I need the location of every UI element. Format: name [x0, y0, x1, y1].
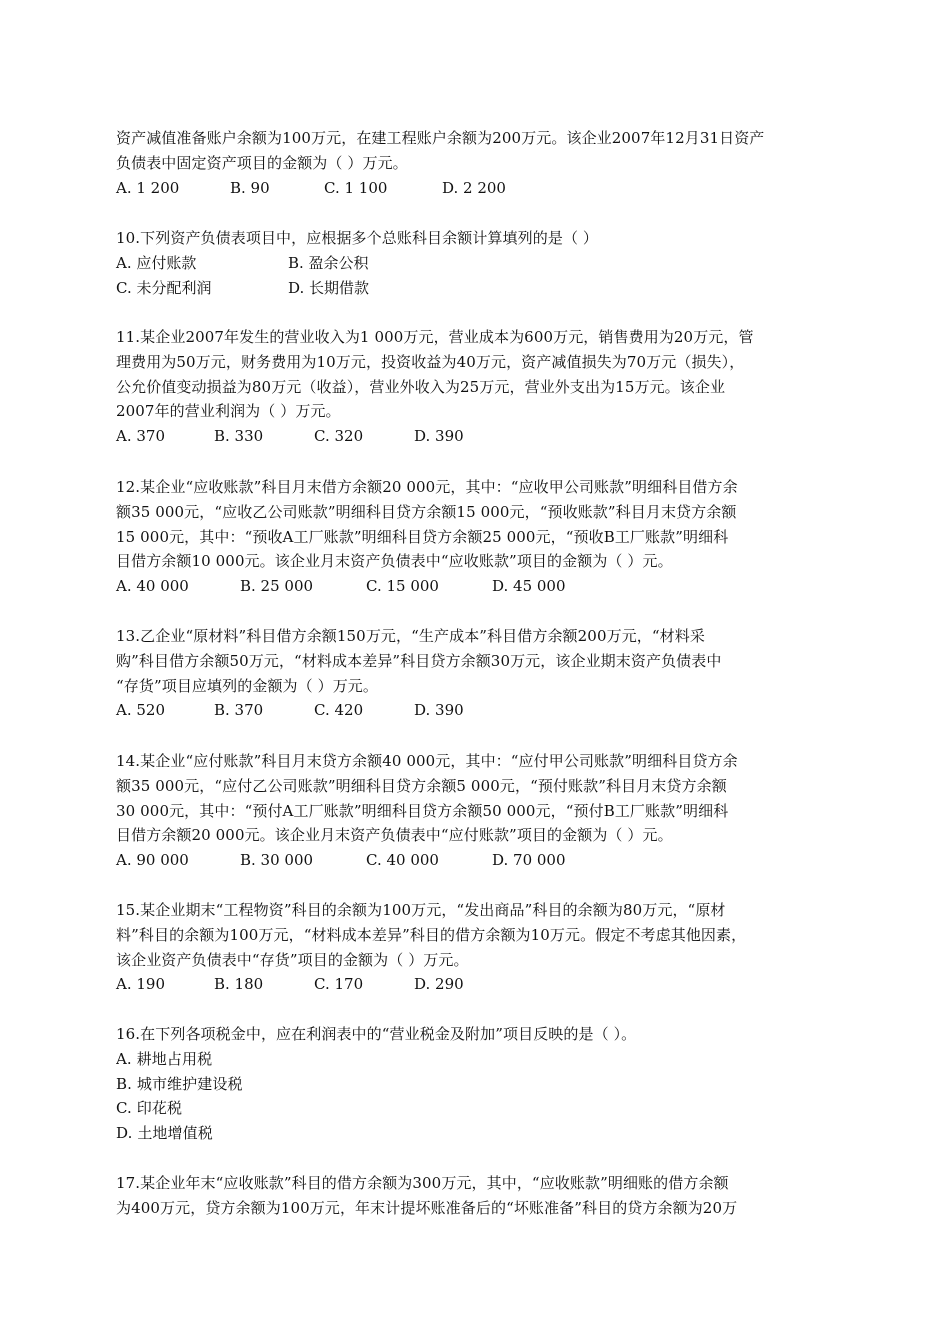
question-text-line: 额35 000元，“应付乙公司账款”明细科目贷方余额5 000元，“预付账款”科目月末贷方余额	[116, 776, 727, 795]
question-text-line: 30 000元，其中：“预付A工厂账款”明细科目贷方余额50 000元，“预付B工厂账款”明细科	[116, 801, 729, 820]
question-text-line: 16.在下列各项税金中，应在利润表中的“营业税金及附加”项目反映的是（ ）。	[116, 1025, 637, 1043]
option-d: D. 70 000	[492, 851, 566, 870]
options-row	[116, 176, 846, 201]
option-a: A. 190	[116, 975, 165, 994]
options-row	[116, 251, 846, 276]
question-text-line: 理费用为50万元，财务费用为10万元，投资收益为40万元，资产减值损失为70万元（损失），	[116, 352, 745, 371]
question-text-line: 资产减值准备账户余额为100万元，在建工程账户余额为200万元。该企业2007年12月31日资产	[116, 129, 765, 147]
question-15	[116, 898, 846, 997]
question-text-line: “存货”项目应填列的金额为（ ）万元。	[116, 676, 379, 695]
question-text-line: 14.某企业“应付账款”科目月末贷方余额40 000元，其中：“应付甲公司账款”明细科目贷方余	[116, 752, 738, 770]
question-text-line: 15 000元，其中：“预收A工厂账款”明细科目贷方余额25 000元，“预收B工厂账款”明细科	[116, 527, 729, 546]
option-c: C. 40 000	[366, 851, 439, 870]
question-10	[116, 226, 846, 300]
option-c: C. 未分配利润	[116, 278, 212, 297]
question-text-line: 12.某企业“应收账款”科目月末借方余额20 000元，其中：“应收甲公司账款”明细科目借方余	[116, 478, 738, 496]
option-a: A. 90 000	[116, 851, 189, 870]
options-row	[116, 424, 846, 449]
option-d: D. 290	[414, 975, 464, 994]
option-d: D. 390	[414, 427, 464, 446]
options-row	[116, 698, 846, 723]
question-13	[116, 624, 846, 723]
question-text-line: 10.下列资产负债表项目中，应根据多个总账科目余额计算填列的是（ ）	[116, 229, 599, 247]
question-text-line: 目借方余额10 000元。该企业月末资产负债表中“应收账款”项目的金额为（ ）元。	[116, 552, 673, 571]
option-a: A. 应付账款	[116, 253, 197, 272]
question-text-line: 额35 000元，“应收乙公司账款”明细科目贷方余额15 000元，“预收账款”科目月末贷方余额	[116, 502, 737, 521]
option-b: B. 330	[214, 427, 264, 446]
question-text-line: 15.某企业期末“工程物资”科目的余额为100万元，“发出商品”科目的余额为80万元，“原材	[116, 901, 726, 919]
option-d: D. 45 000	[492, 577, 566, 596]
options-row	[116, 848, 846, 873]
options-row	[116, 972, 846, 997]
question-12	[116, 475, 846, 599]
option-b: B. 370	[214, 701, 264, 720]
option-b: B. 90	[230, 178, 270, 197]
option-b: B. 30 000	[240, 851, 314, 870]
question-14	[116, 749, 846, 873]
option-c: C. 320	[314, 427, 364, 446]
option-a: A. 370	[116, 427, 165, 446]
option-a: A. 1 200	[116, 178, 180, 197]
option-d: D. 土地增值税	[116, 1124, 213, 1143]
option-c: C. 1 100	[324, 178, 388, 197]
option-b: B. 城市维护建设税	[116, 1074, 243, 1093]
option-c: C. 420	[314, 701, 364, 720]
option-a: A. 40 000	[116, 577, 189, 596]
question-text-line: 11.某企业2007年发生的营业收入为1 000万元，营业成本为600万元，销售费用为20万元，管	[116, 328, 754, 346]
question-text-line: 目借方余额20 000元。该企业月末资产负债表中“应付账款”项目的金额为（ ）元。	[116, 826, 673, 845]
option-b: B. 25 000	[240, 577, 314, 596]
question-9	[116, 126, 846, 200]
question-text-line: 17.某企业年末“应收账款”科目的借方余额为300万元，其中，“应收账款”明细账的借方余额	[116, 1174, 729, 1192]
option-c: C. 170	[314, 975, 364, 994]
question-text-line: 2007年的营业利润为（ ）万元。	[116, 402, 341, 421]
question-16	[116, 1022, 846, 1146]
option-d: D. 2 200	[442, 178, 506, 197]
question-text-line: 料”科目的余额为100万元，“材料成本差异”科目的借方余额为10万元。假定不考虑其他因素，	[116, 925, 747, 944]
option-b: B. 180	[214, 975, 264, 994]
question-text-line: 为400万元，贷方余额为100万元，年末计提坏账准备后的“坏账准备”科目的贷方余额为20万	[116, 1198, 738, 1217]
options-row	[116, 574, 846, 599]
question-text-line: 公允价值变动损益为80万元（收益），营业外收入为25万元，营业外支出为15万元。该企业	[116, 377, 726, 396]
question-text-line: 该企业资产负债表中“存货”项目的金额为（ ）万元。	[116, 950, 469, 969]
question-text-line: 购”科目借方余额50万元，“材料成本差异”科目贷方余额30万元，该企业期末资产负债表中	[116, 651, 722, 670]
question-text-line: 负债表中固定资产项目的金额为（ ）万元。	[116, 153, 408, 172]
question-17	[116, 1171, 846, 1221]
option-a: A. 耕地占用税	[116, 1049, 213, 1068]
option-d: D. 长期借款	[288, 278, 370, 297]
question-11	[116, 325, 846, 449]
option-d: D. 390	[414, 701, 464, 720]
option-a: A. 520	[116, 701, 165, 720]
question-text-line: 13.乙企业“原材料”科目借方余额150万元，“生产成本”科目借方余额200万元，“材料采	[116, 627, 705, 645]
option-c: C. 印花税	[116, 1099, 183, 1118]
option-c: C. 15 000	[366, 577, 439, 596]
option-b: B. 盈余公积	[288, 253, 369, 272]
options-row	[116, 276, 846, 301]
